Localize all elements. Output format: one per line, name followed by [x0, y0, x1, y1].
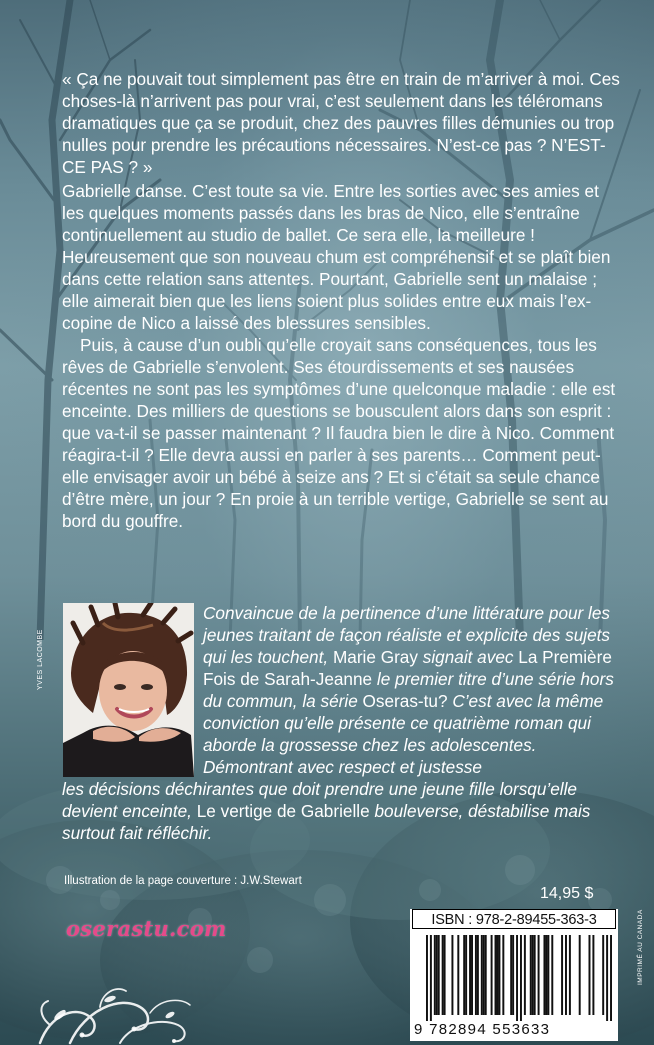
barcode-bar	[496, 935, 498, 1015]
barcode-bar	[469, 935, 471, 1015]
synopsis	[62, 180, 622, 532]
book-title-reference: La Première Fois de Sarah-Jeanne	[203, 647, 612, 689]
author-photo	[63, 603, 194, 777]
barcode-bar	[520, 935, 522, 1021]
barcode-bar	[502, 935, 504, 1015]
barcode-bar	[463, 935, 465, 1015]
barcode-bar	[606, 935, 608, 1021]
author-name: Marie Gray	[332, 647, 418, 667]
barcode-bar	[471, 935, 473, 1015]
barcode-bar	[592, 935, 594, 1015]
barcode-bar	[430, 935, 432, 1021]
barcode-bar	[610, 935, 612, 1021]
synopsis-paragraph: Gabrielle danse. C’est toute sa vie. Entre les sorties avec ses amies et les quelques moments passés dans les bras de Nico, elle s’entraîne continuellement au studio de ballet. Ce sera elle, la meilleure ! Heureusement que son nouveau chum est compréhensif et se plaît bien dans cette relation sans attentes. Pourtant, Gabrielle sent un malaise ; elle aimerait bien que les liens soient plus solides entre eux mais l’ex-copine de Nico a laissé des blessures sensibles.	[62, 181, 611, 333]
barcode-bar	[543, 935, 545, 1015]
quote-excerpt: « Ça ne pouvait tout simplement pas être en train de m’arriver à moi. Ces choses-là n’arrivent pas pour vrai, c’est seulement dans les téléromans dramatiques que ça se produit, chez des pauvres filles démunies ou trop nulles pour prendre les précautions nécessaires. N’est-ce pas ? N’EST-CE PAS ? »	[62, 69, 620, 177]
barcode-bar	[532, 935, 534, 1015]
price: 14,95 $	[540, 885, 594, 902]
barcode-bar	[475, 935, 477, 1015]
barcode-bar	[434, 935, 436, 1015]
barcode-bar	[545, 935, 547, 1015]
isbn-label: ISBN : 978-2-89455-363-3	[412, 909, 616, 929]
barcode-bar	[444, 935, 446, 1015]
barcode-bar	[477, 935, 479, 1015]
bio-text: le premier titre d’une série hors du commun, la série	[203, 669, 614, 711]
barcode-bar	[565, 935, 567, 1015]
barcode-bar	[561, 935, 563, 1015]
barcode-bar	[510, 935, 512, 1015]
bio-text: C’est avec la même conviction qu’elle présente ce quatrième roman qui aborde la grossesse chez les adolescentes. Démontrant avec respect et justesse	[203, 691, 604, 777]
barcode-bar	[602, 935, 604, 1015]
barcode-bar	[516, 935, 518, 1021]
isbn-barcode-block	[410, 909, 618, 1041]
printed-in-notice: IMPRIMÉ AU CANADA	[637, 909, 644, 985]
author-bio	[203, 602, 623, 778]
bio-text: les décisions déchirantes que doit prendre une jeune fille lorsqu’elle devient enceinte,	[62, 779, 577, 821]
barcode	[426, 935, 612, 1021]
barcode-bar	[465, 935, 467, 1015]
barcode-bar	[485, 935, 487, 1015]
barcode-bar	[524, 935, 526, 1015]
photo-credit: YVES LACOMBE	[37, 629, 44, 690]
barcode-bar	[495, 935, 497, 1015]
barcode-bar	[589, 935, 591, 1015]
synopsis-paragraph: Puis, à cause d’un oubli qu’elle croyait sans conséquences, tous les rêves de Gabrielle s’envolent. Ses étourdissements et ses nausées récentes ne sont pas les symptômes d’une quelconque maladie : elle est enceinte. Des milliers de questions se bousculent alors dans son esprit : que va-t-il se passer maintenant ? Il faudra bien le dire à Nico. Comment réagira-t-il ? Elle devra aussi en parler à ses parents… Comment peut-elle envisager avoir un bébé à seize ans ? Et si c’était sa seule chance d’être mère, un jour ? En proie à un terrible vertige, Gabrielle se sent au bord du gouffre.	[62, 335, 616, 531]
barcode-bar	[442, 935, 444, 1015]
author-portrait-illustration	[63, 603, 194, 777]
barcode-bar	[438, 935, 440, 1015]
barcode-bar	[569, 935, 571, 1015]
barcode-bar	[547, 935, 549, 1015]
barcode-bar	[551, 935, 553, 1015]
illustration-credit: Illustration de la page couverture : J.W.Stewart	[64, 875, 302, 887]
barcode-bar	[512, 935, 514, 1015]
barcode-bar	[530, 935, 532, 1015]
bio-text: signait avec	[417, 647, 519, 667]
barcode-digits: 9 782894 553633	[414, 1021, 551, 1038]
floral-flourish-ornament	[30, 955, 210, 1045]
series-name: Oseras-tu?	[362, 691, 448, 711]
barcode-bar	[491, 935, 493, 1015]
barcode-bar	[538, 935, 540, 1015]
barcode-bar	[483, 935, 485, 1015]
barcode-bar	[534, 935, 536, 1015]
barcode-bar	[426, 935, 428, 1021]
barcode-bar	[451, 935, 453, 1015]
bio-text: Convaincue de la pertinence d’une littérature pour les jeunes traitant de façon réaliste et explicite des sujets qui les touchent,	[203, 603, 611, 667]
book-title: Le vertige de Gabrielle	[196, 801, 370, 821]
barcode-bar	[481, 935, 483, 1015]
barcode-bar	[436, 935, 438, 1015]
author-bio-continued	[62, 778, 622, 844]
barcode-bar	[457, 935, 459, 1015]
barcode-bar	[579, 935, 581, 1015]
website-logo[interactable]: oserastu.com	[66, 916, 227, 941]
barcode-bar	[498, 935, 500, 1015]
bio-text: bouleverse, déstabilise mais surtout fait réfléchir.	[62, 801, 591, 843]
